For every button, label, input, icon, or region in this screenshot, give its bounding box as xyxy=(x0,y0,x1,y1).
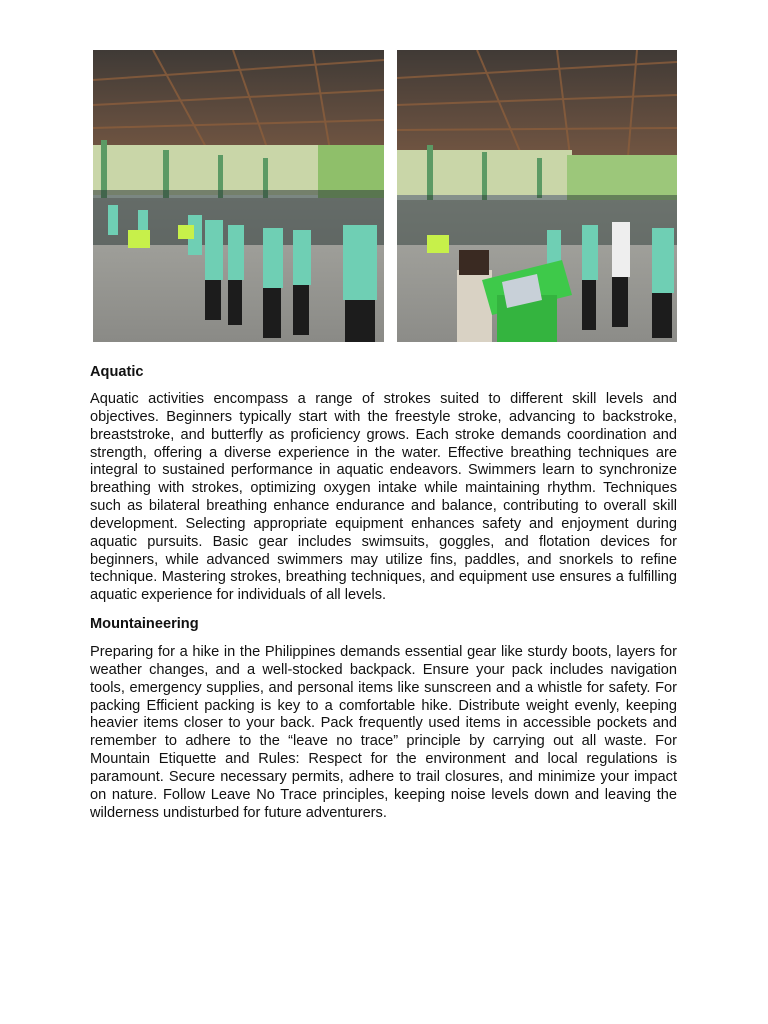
section-body-aquatic: Aquatic activities encompass a range of strokes suited to different skill levels and objectives. Beginners typically start with the freestyle stroke, advancing to backstroke, breaststroke, and butterfly as proficiency grows. Each stroke demands coordination and strength, offering a diverse experience in the water. Effective breathing techniques are integral to sustained performance in aquatic endeavors. Swimmers learn to synchronize breathing with strokes, optimizing oxygen intake while maintaining rhythm. Techniques such as bilateral breathing enhance endurance and balance, contributing to overall skill development. Selecting appropriate equipment enhances safety and enjoyment during aquatic pursuits. Basic gear includes swimsuits, goggles, and flotation devices for beginners, while advanced swimmers may utilize fins, paddles, and snorkels to refine technique. Mastering strokes, breathing techniques, and equipment use ensures a fulfilling aquatic experience for individuals of all levels. xyxy=(90,391,677,604)
section-body-mountaineering: Preparing for a hike in the Philippines demands essential gear like sturdy boots, layers for weather changes, and a well-stocked backpack. Ensure your pack includes navigation tools, emergency supplies, and personal items like sunscreen and a whistle for safety. For packing Efficient packing is key to a comfortable hike. Distribute weight evenly, keeping heavier items closer to your back. Pack frequently used items in accessible pockets and remember to adhere to the “leave no trace” principle by carrying out all waste. For Mountain Etiquette and Rules: Respect for the environment and local regulations is paramount. Secure necessary permits, adhere to trail closures, and minimize your impact on nature. Follow Leave No Trace principles, keeping noise levels down and leaving the wilderness undisturbed for future adventurers. xyxy=(90,644,677,821)
section-heading-aquatic: Aquatic xyxy=(90,364,144,380)
event-photo-image xyxy=(397,50,677,342)
section-heading-mountaineering: Mountaineering xyxy=(90,616,199,632)
event-photo-image xyxy=(93,50,384,342)
photo-event-right xyxy=(397,50,677,342)
photo-event-left xyxy=(93,50,384,342)
